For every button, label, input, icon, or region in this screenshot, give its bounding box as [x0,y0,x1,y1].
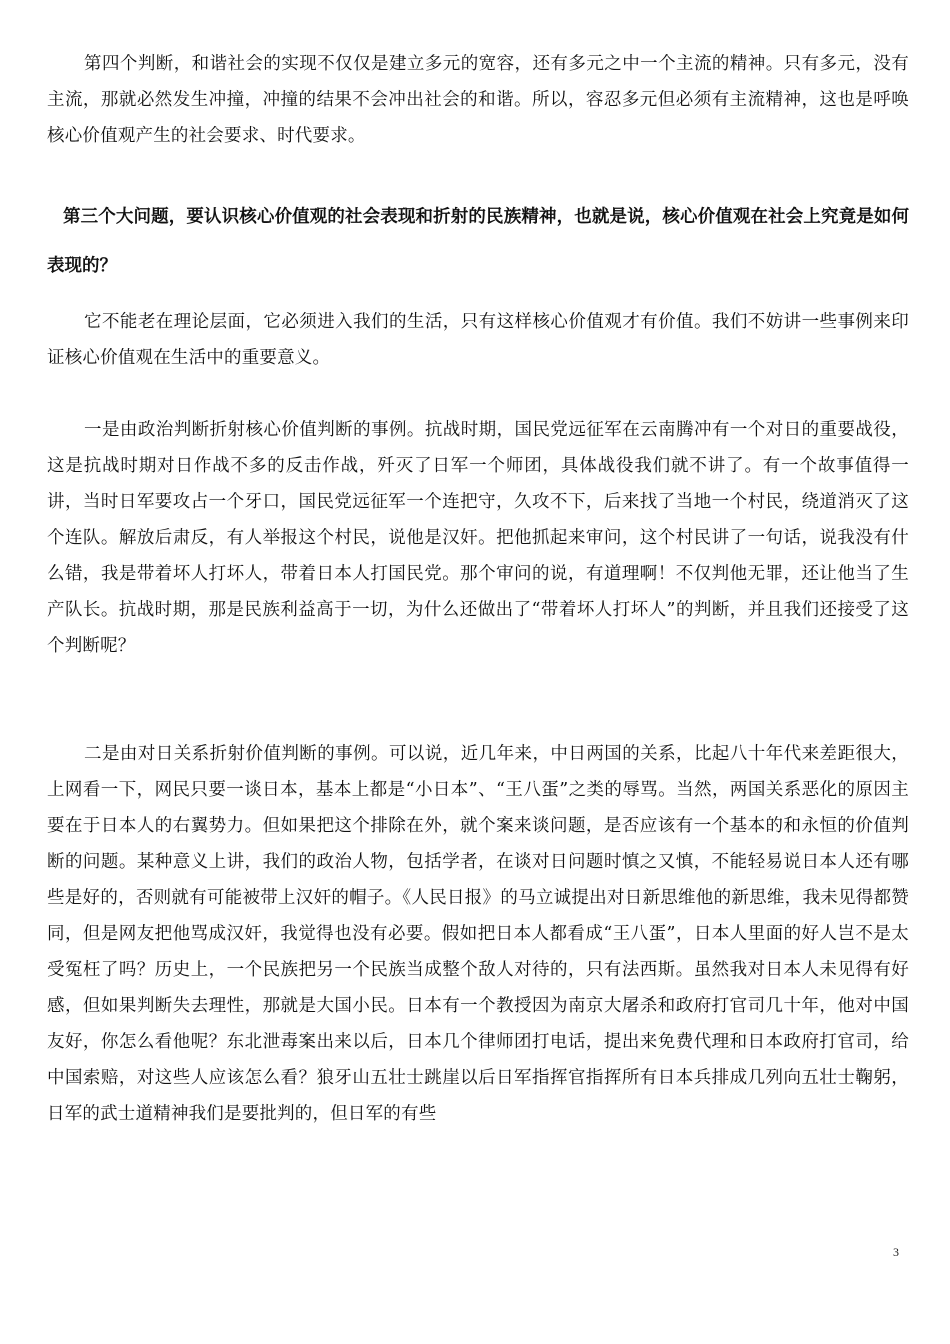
page-number: 3 [893,1245,899,1259]
paragraph-example-two: 二是由对日关系折射价值判断的事例。可以说，近几年来，中日两国的关系，比起八十年代来差距很大，上网看一下，网民只要一谈日本，基本上都是“小日本”、“王八蛋”之类的辱骂。当然，两国关系恶化的原因主要在于日本人的右翼势力。但如果把这个排除在外，就个案来谈问题，是否应该有一个基本的和永恒的价值判断的问题。某种意义上讲，我们的政治人物，包括学者，在谈对日问题时慎之又慎，不能轻易说日本人还有哪些是好的，否则就有可能被带上汉奸的帽子。《人民日报》的马立诚提出对日新思维他的新思维，我未见得都赞同，但是网友把他骂成汉奸，我觉得也没有必要。假如把日本人都看成“王八蛋”，日本人里面的好人岂不是太受冤枉了吗？历史上，一个民族把另一个民族当成整个敌人对待的，只有法西斯。虽然我对日本人未见得有好感，但如果判断失去理性，那就是大国小民。日本有一个教授因为南京大屠杀和政府打官司几十年，他对中国友好，你怎么看他呢？东北泄毒案出来以后，日本几个律师团打电话，提出来免费代理和日本政府打官司，给中国索赔，对这些人应该怎么看？狼牙山五壮士跳崖以后日军指挥官指挥所有日本兵排成几列向五壮士鞠躬，日军的武士道精神我们是要批判的，但日军的有些 [47,744,909,1124]
paragraph-example-one: 一是由政治判断折射核心价值判断的事例。抗战时期，国民党远征军在云南腾冲有一个对日的重要战役，这是抗战时期对日作战不多的反击作战，歼灭了日军一个师团，具体战役我们就不讲了。有一个故事值得一讲，当时日军要攻占一个牙口，国民党远征军一个连把守，久攻不下，后来找了当地一个村民，绕道消灭了这个连队。解放后肃反，有人举报这个村民，说他是汉奸。把他抓起来审问，这个村民讲了一句话，说我没有什么错，我是带着坏人打坏人，带着日本人打国民党。那个审问的说，有道理啊！不仅判他无罪，还让他当了生产队长。抗战时期，那是民族利益高于一切，为什么还做出了“带着坏人打坏人”的判断，并且我们还接受了这个判断呢？ [47,420,909,656]
section-heading-third-question: 第三个大问题，要认识核心价值观的社会表现和折射的民族精神，也就是说，核心价值观在社会上究竟是如何表现的？ [47,207,909,276]
paragraph-life-relevance: 它不能老在理论层面，它必须进入我们的生活，只有这样核心价值观才有价值。我们不妨讲一些事例来印证核心价值观在生活中的重要意义。 [47,312,909,368]
paragraph-fourth-judgment: 第四个判断，和谐社会的实现不仅仅是建立多元的宽容，还有多元之中一个主流的精神。只有多元，没有主流，那就必然发生冲撞，冲撞的结果不会冲出社会的和谐。所以，容忍多元但必须有主流精神，这也是呼唤核心价值观产生的社会要求、时代要求。 [47,54,909,146]
